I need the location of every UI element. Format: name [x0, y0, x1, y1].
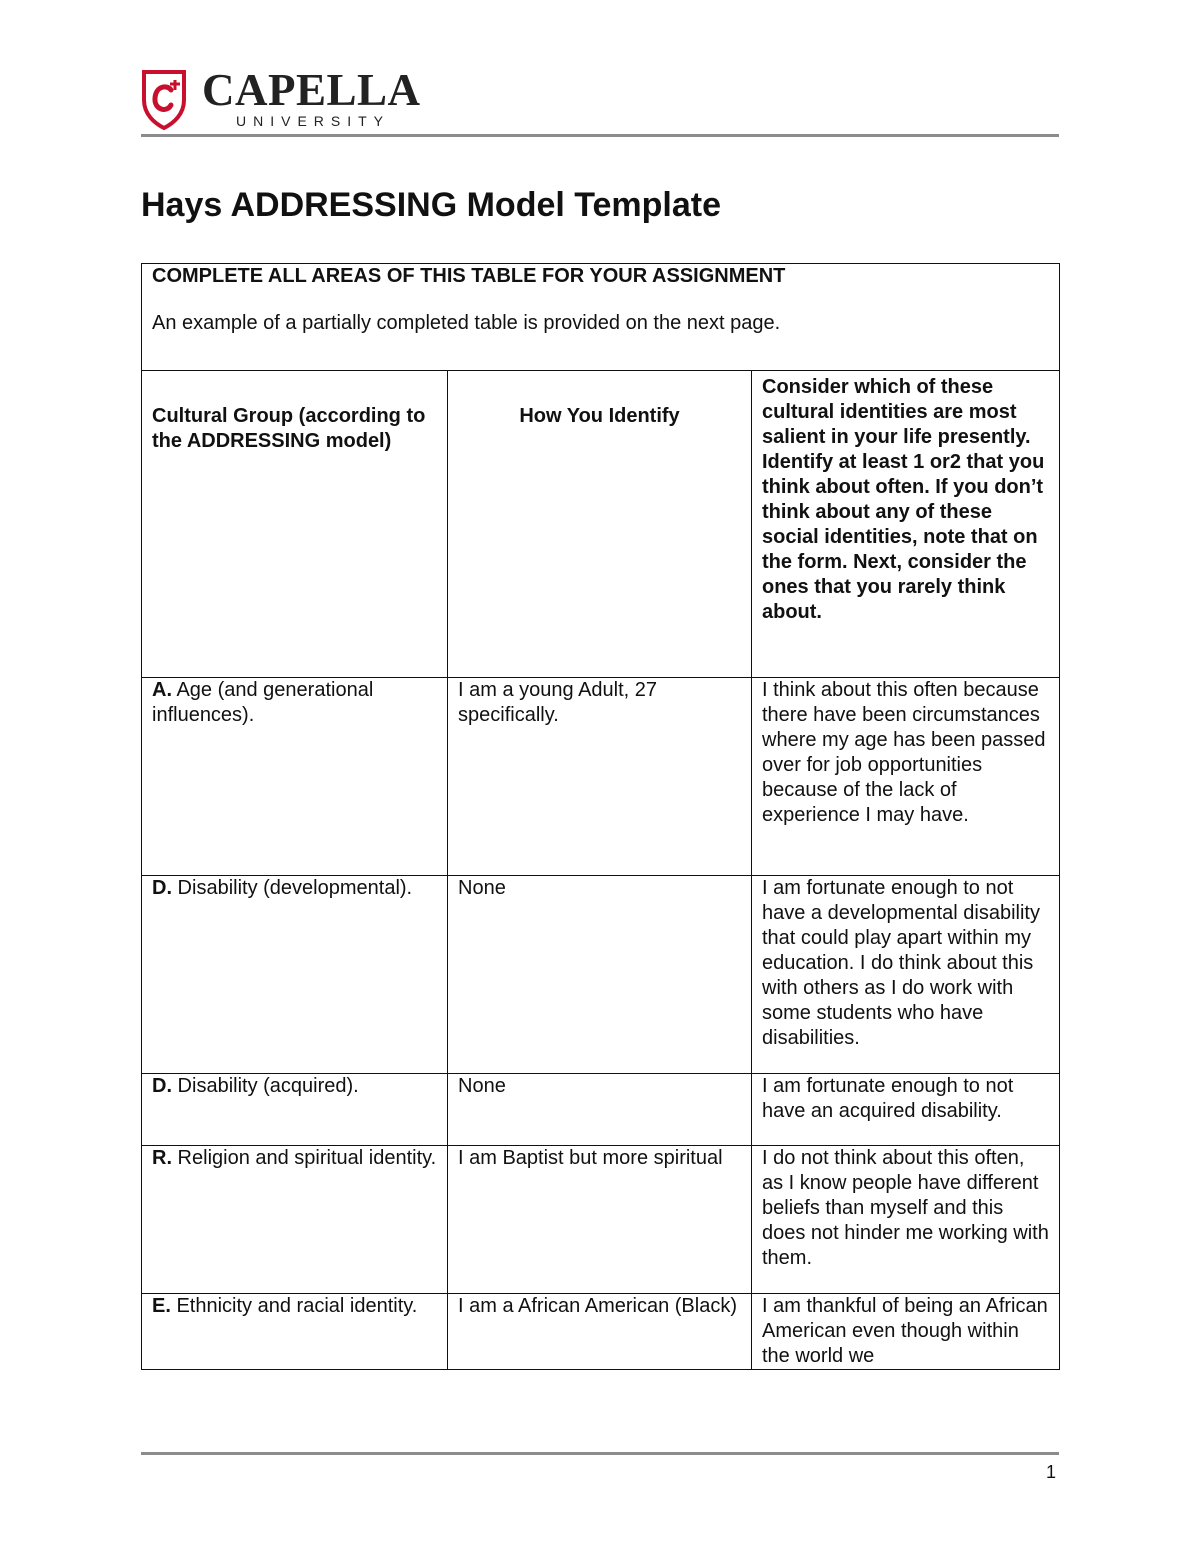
table-row	[142, 1294, 1060, 1370]
group-letter: D.	[152, 877, 172, 899]
header-divider	[141, 134, 1059, 137]
reflection-cell: I am fortunate enough to not have a developmental disability that could play apart within my education. I do think about this with others as I do work with some students who have disabilities.	[752, 876, 1060, 1074]
header-cultural-group: Cultural Group (according to the ADDRESSING model)	[142, 371, 448, 678]
cultural-group-cell	[142, 876, 448, 1074]
table-row	[142, 1146, 1060, 1294]
reflection-cell: I am thankful of being an African American even though within the world we	[752, 1294, 1060, 1370]
identify-cell: I am a young Adult, 27 specifically.	[448, 678, 752, 876]
instructions-row	[142, 264, 1060, 371]
group-label: Religion and spiritual identity.	[172, 1147, 437, 1169]
group-label: Disability (developmental).	[172, 877, 413, 899]
group-label: Disability (acquired).	[172, 1075, 359, 1097]
group-label: Age (and generational influences).	[152, 679, 374, 726]
group-letter: E.	[152, 1295, 171, 1317]
page-title: Hays ADDRESSING Model Template	[141, 186, 722, 224]
reflection-cell: I am fortunate enough to not have an acquired disability.	[752, 1074, 1060, 1146]
instructions-note: An example of a partially completed table is provided on the next page.	[152, 312, 781, 334]
identify-cell: I am Baptist but more spiritual	[448, 1146, 752, 1294]
addressing-table	[141, 263, 1060, 1370]
group-letter: D.	[152, 1075, 172, 1097]
cultural-group-cell	[142, 678, 448, 876]
instructions-heading: COMPLETE ALL AREAS OF THIS TABLE FOR YOUR ASSIGNMENT	[152, 265, 786, 287]
reflection-cell: I think about this often because there have been circumstances where my age has been passed over for job opportunities because of the lack of experience I may have.	[752, 678, 1060, 876]
cultural-group-cell	[142, 1146, 448, 1294]
cultural-group-cell	[142, 1074, 448, 1146]
group-letter: A.	[152, 679, 172, 701]
header-consider: Consider which of these cultural identities are most salient in your life presently. Identify at least 1 or2 that you think about often. If you don’t think about any of these social identities, note that on the form. Next, consider the ones that you rarely think about.	[752, 371, 1060, 678]
column-header-row	[142, 371, 1060, 678]
header-how-you-identify: How You Identify	[448, 371, 752, 678]
group-label: Ethnicity and racial identity.	[170, 1295, 418, 1317]
capella-shield-icon	[140, 68, 190, 132]
instructions-cell	[142, 264, 1060, 371]
table-row	[142, 678, 1060, 876]
identify-cell: I am a African American (Black)	[448, 1294, 752, 1370]
table-row	[142, 1074, 1060, 1146]
group-letter: R.	[152, 1147, 172, 1169]
capella-logo	[140, 65, 440, 132]
table-row	[142, 876, 1060, 1074]
page-number: 1	[1046, 1462, 1057, 1482]
cultural-group-cell	[142, 1294, 448, 1370]
logo-wordmark: CAPELLA	[202, 65, 421, 115]
identify-cell: None	[448, 876, 752, 1074]
identify-cell: None	[448, 1074, 752, 1146]
footer-divider	[141, 1452, 1059, 1455]
reflection-cell: I do not think about this often, as I know people have different beliefs than myself and this does not hinder me working with them.	[752, 1146, 1060, 1294]
logo-subtitle: UNIVERSITY	[236, 113, 391, 129]
